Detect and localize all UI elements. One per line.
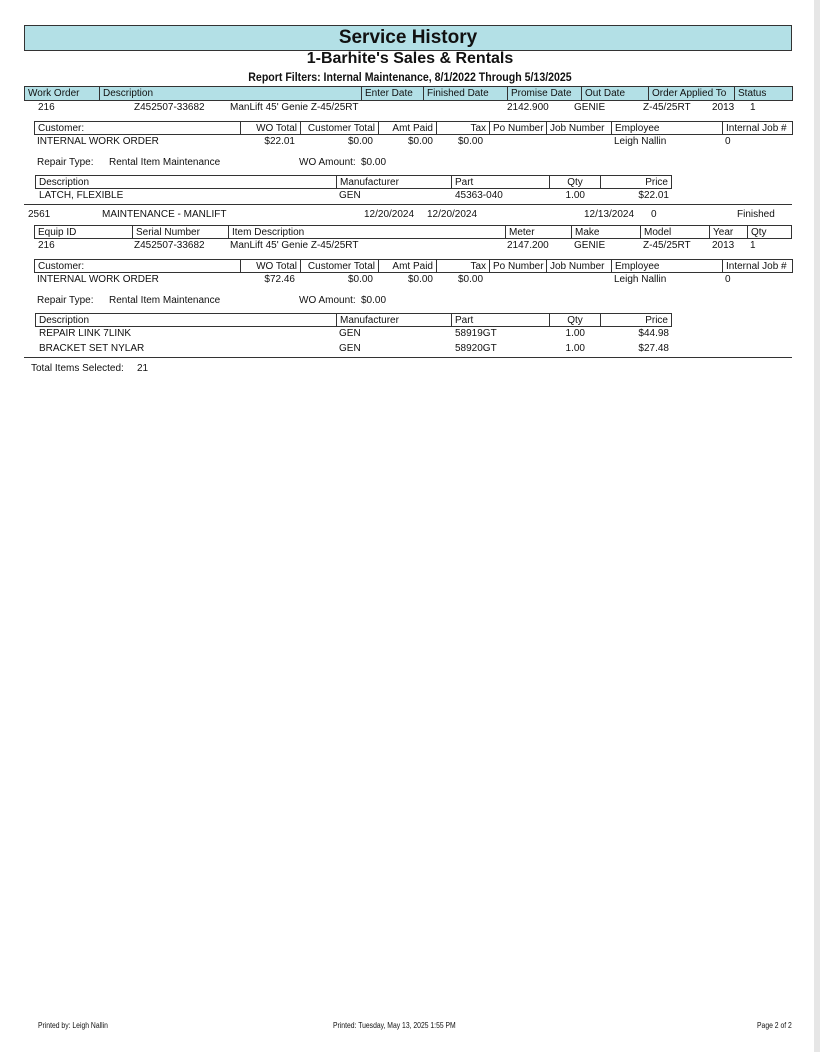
year: 2013 — [712, 240, 735, 251]
col-part: Part — [451, 314, 549, 326]
amt-paid: $0.00 — [407, 274, 433, 285]
col-price: Price — [600, 176, 671, 188]
report-filters: Report Filters: Internal Maintenance, 8/1/2022 Through 5/13/2025 — [248, 72, 572, 84]
col-part-qty: Qty — [549, 176, 600, 188]
col-manufacturer: Manufacturer — [336, 176, 451, 188]
order-applied-to: 0 — [651, 209, 657, 220]
part-qty: 1.00 — [565, 190, 585, 201]
part-qty: 1.00 — [565, 328, 585, 339]
col-internal-job: Internal Job # — [722, 122, 792, 134]
internal-job: 0 — [725, 136, 731, 147]
serial-number: Z452507-33682 — [134, 240, 205, 251]
col-customer: Customer: — [38, 261, 85, 272]
col-meter: Meter — [505, 226, 571, 238]
out-date: 12/13/2024 — [584, 209, 635, 220]
col-description: Description — [99, 87, 361, 100]
work-order-number: 2561 — [28, 209, 51, 220]
col-status: Status — [734, 87, 792, 100]
equip-header — [34, 225, 792, 239]
wo-amount-value: $0.00 — [361, 157, 387, 168]
qty: 1 — [750, 102, 756, 113]
part-number: 58920GT — [455, 343, 497, 354]
col-promise-date: Promise Date — [507, 87, 581, 100]
col-work-order: Work Order — [28, 88, 80, 99]
wo-total: $22.01 — [264, 136, 295, 147]
col-order-applied-to: Order Applied To — [648, 87, 734, 100]
part-description: LATCH, FLEXIBLE — [39, 190, 124, 201]
part-manufacturer: GEN — [339, 328, 361, 339]
page-number: Page 2 of 2 — [757, 1021, 792, 1030]
part-manufacturer: GEN — [339, 343, 361, 354]
make: GENIE — [574, 102, 606, 113]
customer-name: INTERNAL WORK ORDER — [37, 274, 159, 285]
col-po-number: Po Number — [489, 122, 546, 134]
equip-id: 216 — [38, 102, 55, 113]
tax: $0.00 — [458, 136, 484, 147]
item-description: ManLift 45' Genie Z-45/25RT — [230, 240, 359, 251]
printed-date: Printed: Tuesday, May 13, 2025 1:55 PM — [333, 1021, 456, 1030]
col-model: Model — [640, 226, 709, 238]
employee: Leigh Nallin — [614, 136, 667, 147]
total-items-label: Total Items Selected: — [31, 363, 124, 374]
wo-total: $72.46 — [264, 274, 295, 285]
customer-header — [34, 259, 793, 273]
col-make: Make — [571, 226, 640, 238]
model: Z-45/25RT — [643, 102, 691, 113]
col-customer: Customer: — [38, 123, 85, 134]
employee: Leigh Nallin — [614, 274, 667, 285]
serial-number: Z452507-33682 — [134, 102, 205, 113]
tax: $0.00 — [458, 274, 484, 285]
status: Finished — [737, 209, 775, 220]
col-po-number: Po Number — [489, 260, 546, 272]
col-finished-date: Finished Date — [423, 87, 507, 100]
finished-date: 12/20/2024 — [427, 209, 478, 220]
col-qty: Qty — [747, 226, 791, 238]
company-name: 1-Barhite's Sales & Rentals — [306, 50, 514, 67]
meter: 2147.200 — [507, 240, 549, 251]
wo-amount-value: $0.00 — [361, 295, 387, 306]
parts-header — [35, 313, 672, 327]
qty: 1 — [750, 240, 756, 251]
col-price: Price — [600, 314, 671, 326]
customer-total: $0.00 — [347, 136, 373, 147]
col-year: Year — [709, 226, 747, 238]
col-tax: Tax — [436, 122, 489, 134]
amt-paid: $0.00 — [407, 136, 433, 147]
repair-type-value: Rental Item Maintenance — [109, 295, 221, 306]
col-job-number: Job Number — [546, 260, 611, 272]
col-wo-total: WO Total — [240, 260, 300, 272]
part-price: $27.48 — [638, 343, 669, 354]
customer-name: INTERNAL WORK ORDER — [37, 136, 159, 147]
col-job-number: Job Number — [546, 122, 611, 134]
total-items-value: 21 — [137, 363, 149, 374]
parts-header — [35, 175, 672, 189]
divider — [24, 357, 792, 358]
col-serial-number: Serial Number — [132, 226, 228, 238]
col-enter-date: Enter Date — [361, 87, 423, 100]
internal-job: 0 — [725, 274, 731, 285]
col-part-description: Description — [39, 177, 90, 188]
repair-type-label: Repair Type: — [37, 295, 94, 306]
col-item-description: Item Description — [228, 226, 505, 238]
equip-id: 216 — [38, 240, 55, 251]
customer-header — [34, 121, 793, 135]
col-manufacturer: Manufacturer — [336, 314, 451, 326]
part-description: REPAIR LINK 7LINK — [39, 328, 132, 339]
report-title: Service History — [24, 25, 792, 51]
col-part-qty: Qty — [549, 314, 600, 326]
customer-total: $0.00 — [347, 274, 373, 285]
repair-type-label: Repair Type: — [37, 157, 94, 168]
wo-amount-label: WO Amount: — [299, 157, 356, 168]
col-tax: Tax — [436, 260, 489, 272]
part-manufacturer: GEN — [339, 190, 361, 201]
col-equip-id: Equip ID — [38, 227, 77, 238]
make: GENIE — [574, 240, 606, 251]
col-wo-total: WO Total — [240, 122, 300, 134]
meter: 2142.900 — [507, 102, 549, 113]
year: 2013 — [712, 102, 735, 113]
col-customer-total: Customer Total — [300, 260, 378, 272]
work-order-header — [24, 86, 793, 101]
part-price: $22.01 — [638, 190, 669, 201]
part-price: $44.98 — [638, 328, 669, 339]
part-qty: 1.00 — [565, 343, 585, 354]
enter-date: 12/20/2024 — [364, 209, 415, 220]
col-part: Part — [451, 176, 549, 188]
work-order-description: MAINTENANCE - MANLIFT — [102, 209, 227, 220]
col-amt-paid: Amt Paid — [378, 122, 436, 134]
divider — [24, 204, 792, 205]
part-description: BRACKET SET NYLAR — [39, 343, 145, 354]
col-amt-paid: Amt Paid — [378, 260, 436, 272]
col-employee: Employee — [611, 260, 722, 272]
wo-amount-label: WO Amount: — [299, 295, 356, 306]
col-part-description: Description — [39, 315, 90, 326]
col-customer-total: Customer Total — [300, 122, 378, 134]
col-employee: Employee — [611, 122, 722, 134]
part-number: 45363-040 — [455, 190, 503, 201]
printed-by: Printed by: Leigh Nallin — [38, 1021, 108, 1030]
repair-type-value: Rental Item Maintenance — [109, 157, 221, 168]
page-edge — [814, 0, 820, 1052]
col-internal-job: Internal Job # — [722, 260, 792, 272]
col-out-date: Out Date — [581, 87, 648, 100]
part-number: 58919GT — [455, 328, 497, 339]
model: Z-45/25RT — [643, 240, 691, 251]
item-description: ManLift 45' Genie Z-45/25RT — [230, 102, 359, 113]
